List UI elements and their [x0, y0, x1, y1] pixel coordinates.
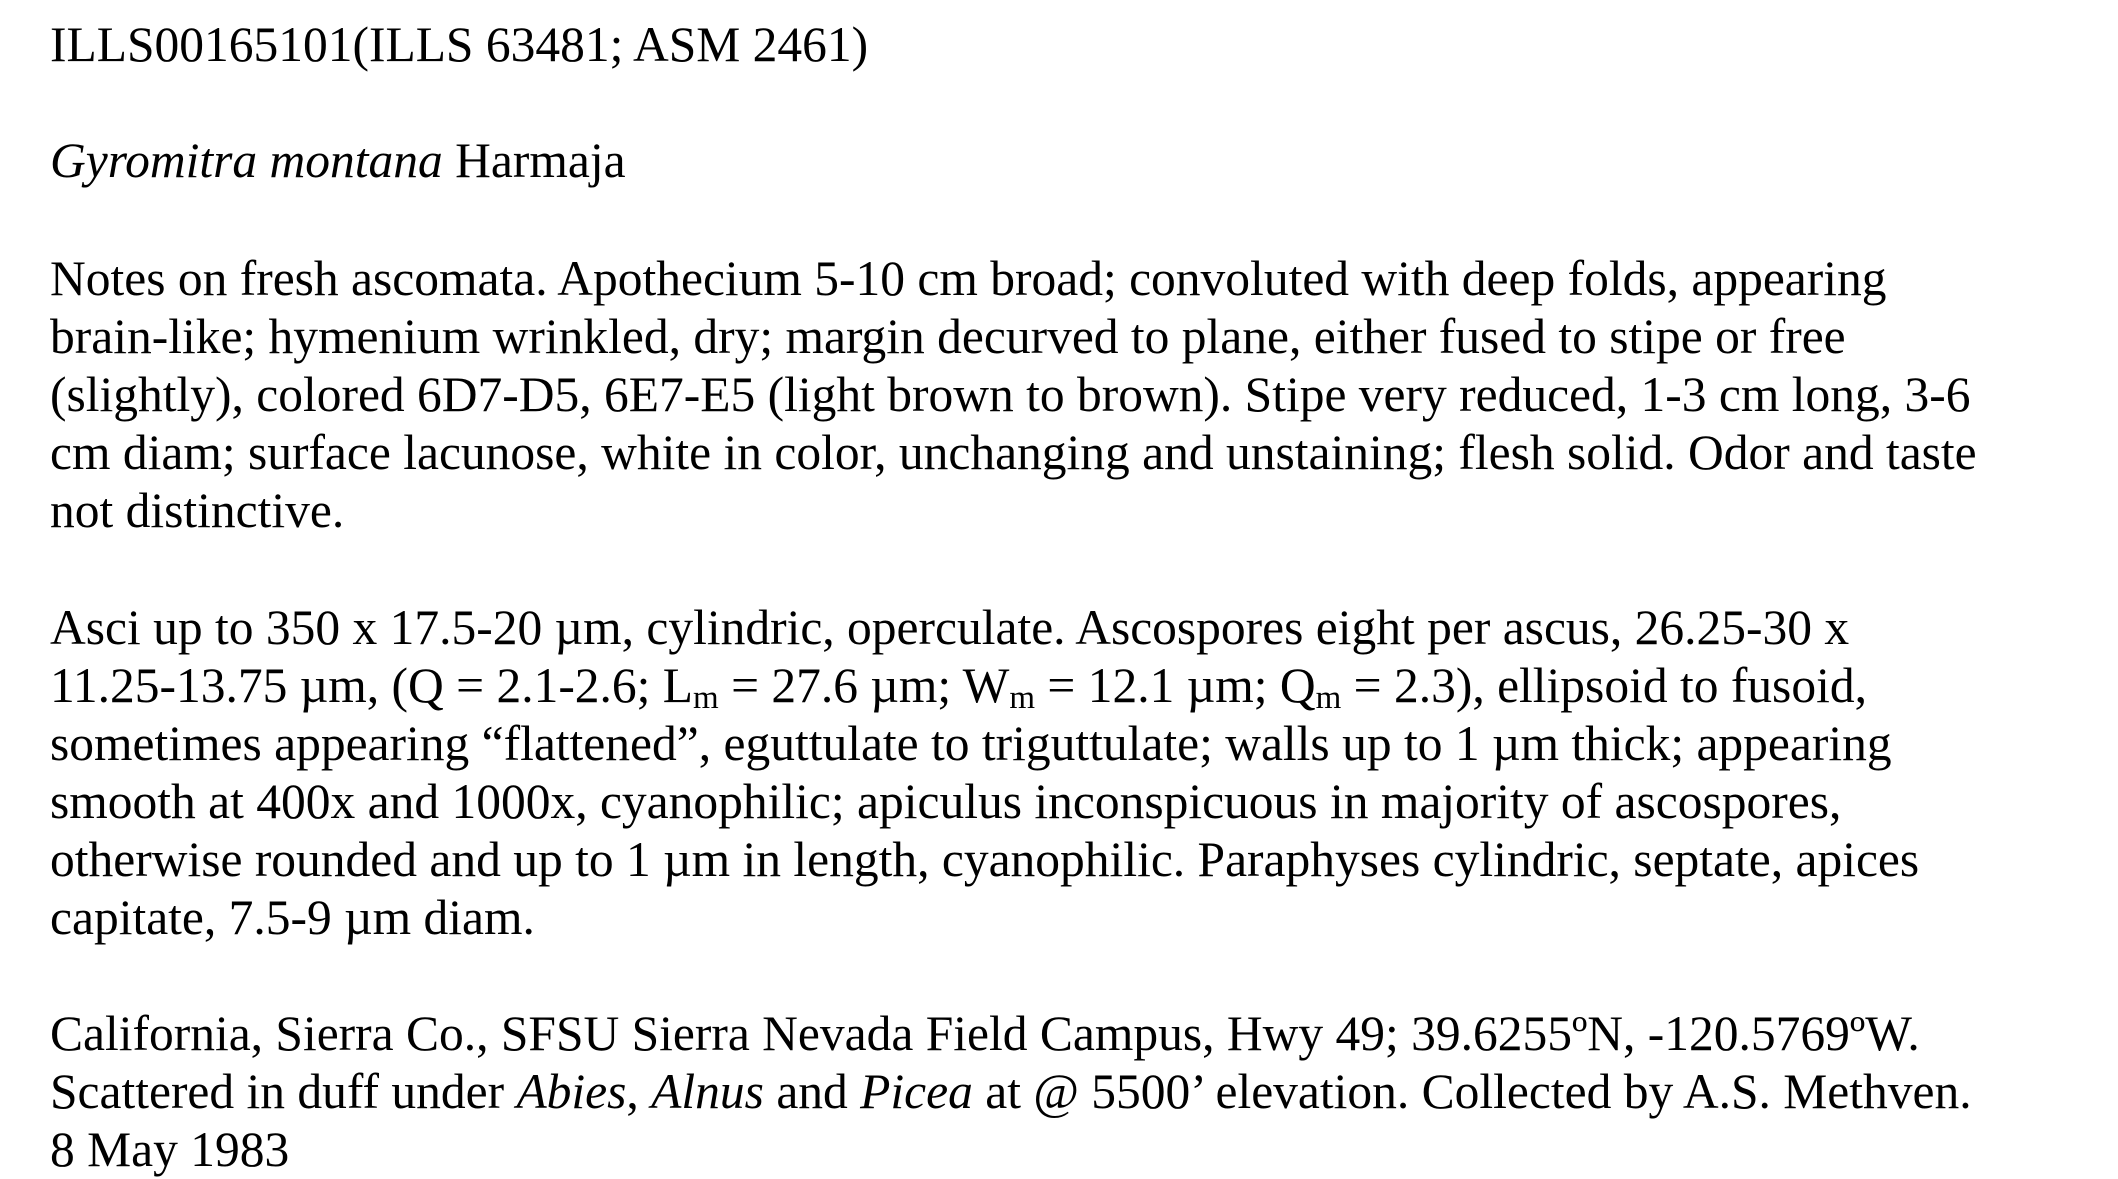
locality-line: California, Sierra Co., SFSU Sierra Nevada Field Campus, Hwy 49; 39.6255ºN, -120.5769ºW.: [50, 1006, 1920, 1061]
habitat-line: [50, 1063, 1972, 1121]
description-line: not distinctive.: [50, 483, 345, 538]
micro-line: capitate, 7.5-9 µm diam.: [50, 890, 535, 945]
micro-text: = 12.1 µm; Q: [1035, 658, 1316, 713]
micro-text: = 27.6 µm; W: [718, 658, 1010, 713]
micro-line: otherwise rounded and up to 1 µm in length, cyanophilic. Paraphyses cylindric, septate, apices: [50, 832, 1920, 887]
habitat-text: and: [763, 1064, 861, 1119]
micro-text: = 2.3), ellipsoid to fusoid,: [1341, 658, 1867, 713]
species-name: [50, 132, 626, 190]
taxon-picea: Picea: [860, 1064, 973, 1119]
taxon-alnus: Alnus: [651, 1064, 764, 1119]
habitat-text: ,: [626, 1064, 652, 1119]
subscript: m: [693, 680, 719, 716]
micro-line: Asci up to 350 x 17.5-20 µm, cylindric, operculate. Ascospores eight per ascus, 26.25-30 x: [50, 600, 1850, 655]
habitat-text: at @ 5500’ elevation. Collected by A.S. Methven.: [972, 1064, 1972, 1119]
description-line: brain-like; hymenium wrinkled, dry; margin decurved to plane, either fused to stipe or free: [50, 309, 1846, 364]
collection-date: 8 May 1983: [50, 1122, 290, 1177]
micro-line-measurements: [50, 657, 1867, 715]
subscript: m: [1315, 680, 1342, 716]
habitat-text: Scattered in duff under: [50, 1064, 517, 1119]
subscript: m: [1009, 680, 1036, 716]
micro-line: smooth at 400x and 1000x, cyanophilic; apiculus inconspicuous in majority of ascospores,: [50, 774, 1842, 829]
species-authority: Harmaja: [442, 133, 626, 188]
description-line: (slightly), colored 6D7-D5, 6E7-E5 (light brown to brown). Stipe very reduced, 1-3 cm long, 3-6: [50, 367, 1971, 422]
species-binomial: Gyromitra montana: [50, 133, 443, 188]
micro-text: 11.25-13.75 µm, (Q = 2.1-2.6; L: [50, 658, 694, 713]
description-line: Notes on fresh ascomata. Apothecium 5-10 cm broad; convoluted with deep folds, appearing: [50, 251, 1887, 306]
taxon-abies: Abies: [516, 1064, 627, 1119]
specimen-header: ILLS00165101(ILLS 63481; ASM 2461): [50, 17, 869, 72]
description-line: cm diam; surface lacunose, white in color, unchanging and unstaining; flesh solid. Odor and taste: [50, 425, 1977, 480]
micro-line: sometimes appearing “flattened”, eguttulate to triguttulate; walls up to 1 µm thick; appearing: [50, 716, 1892, 771]
